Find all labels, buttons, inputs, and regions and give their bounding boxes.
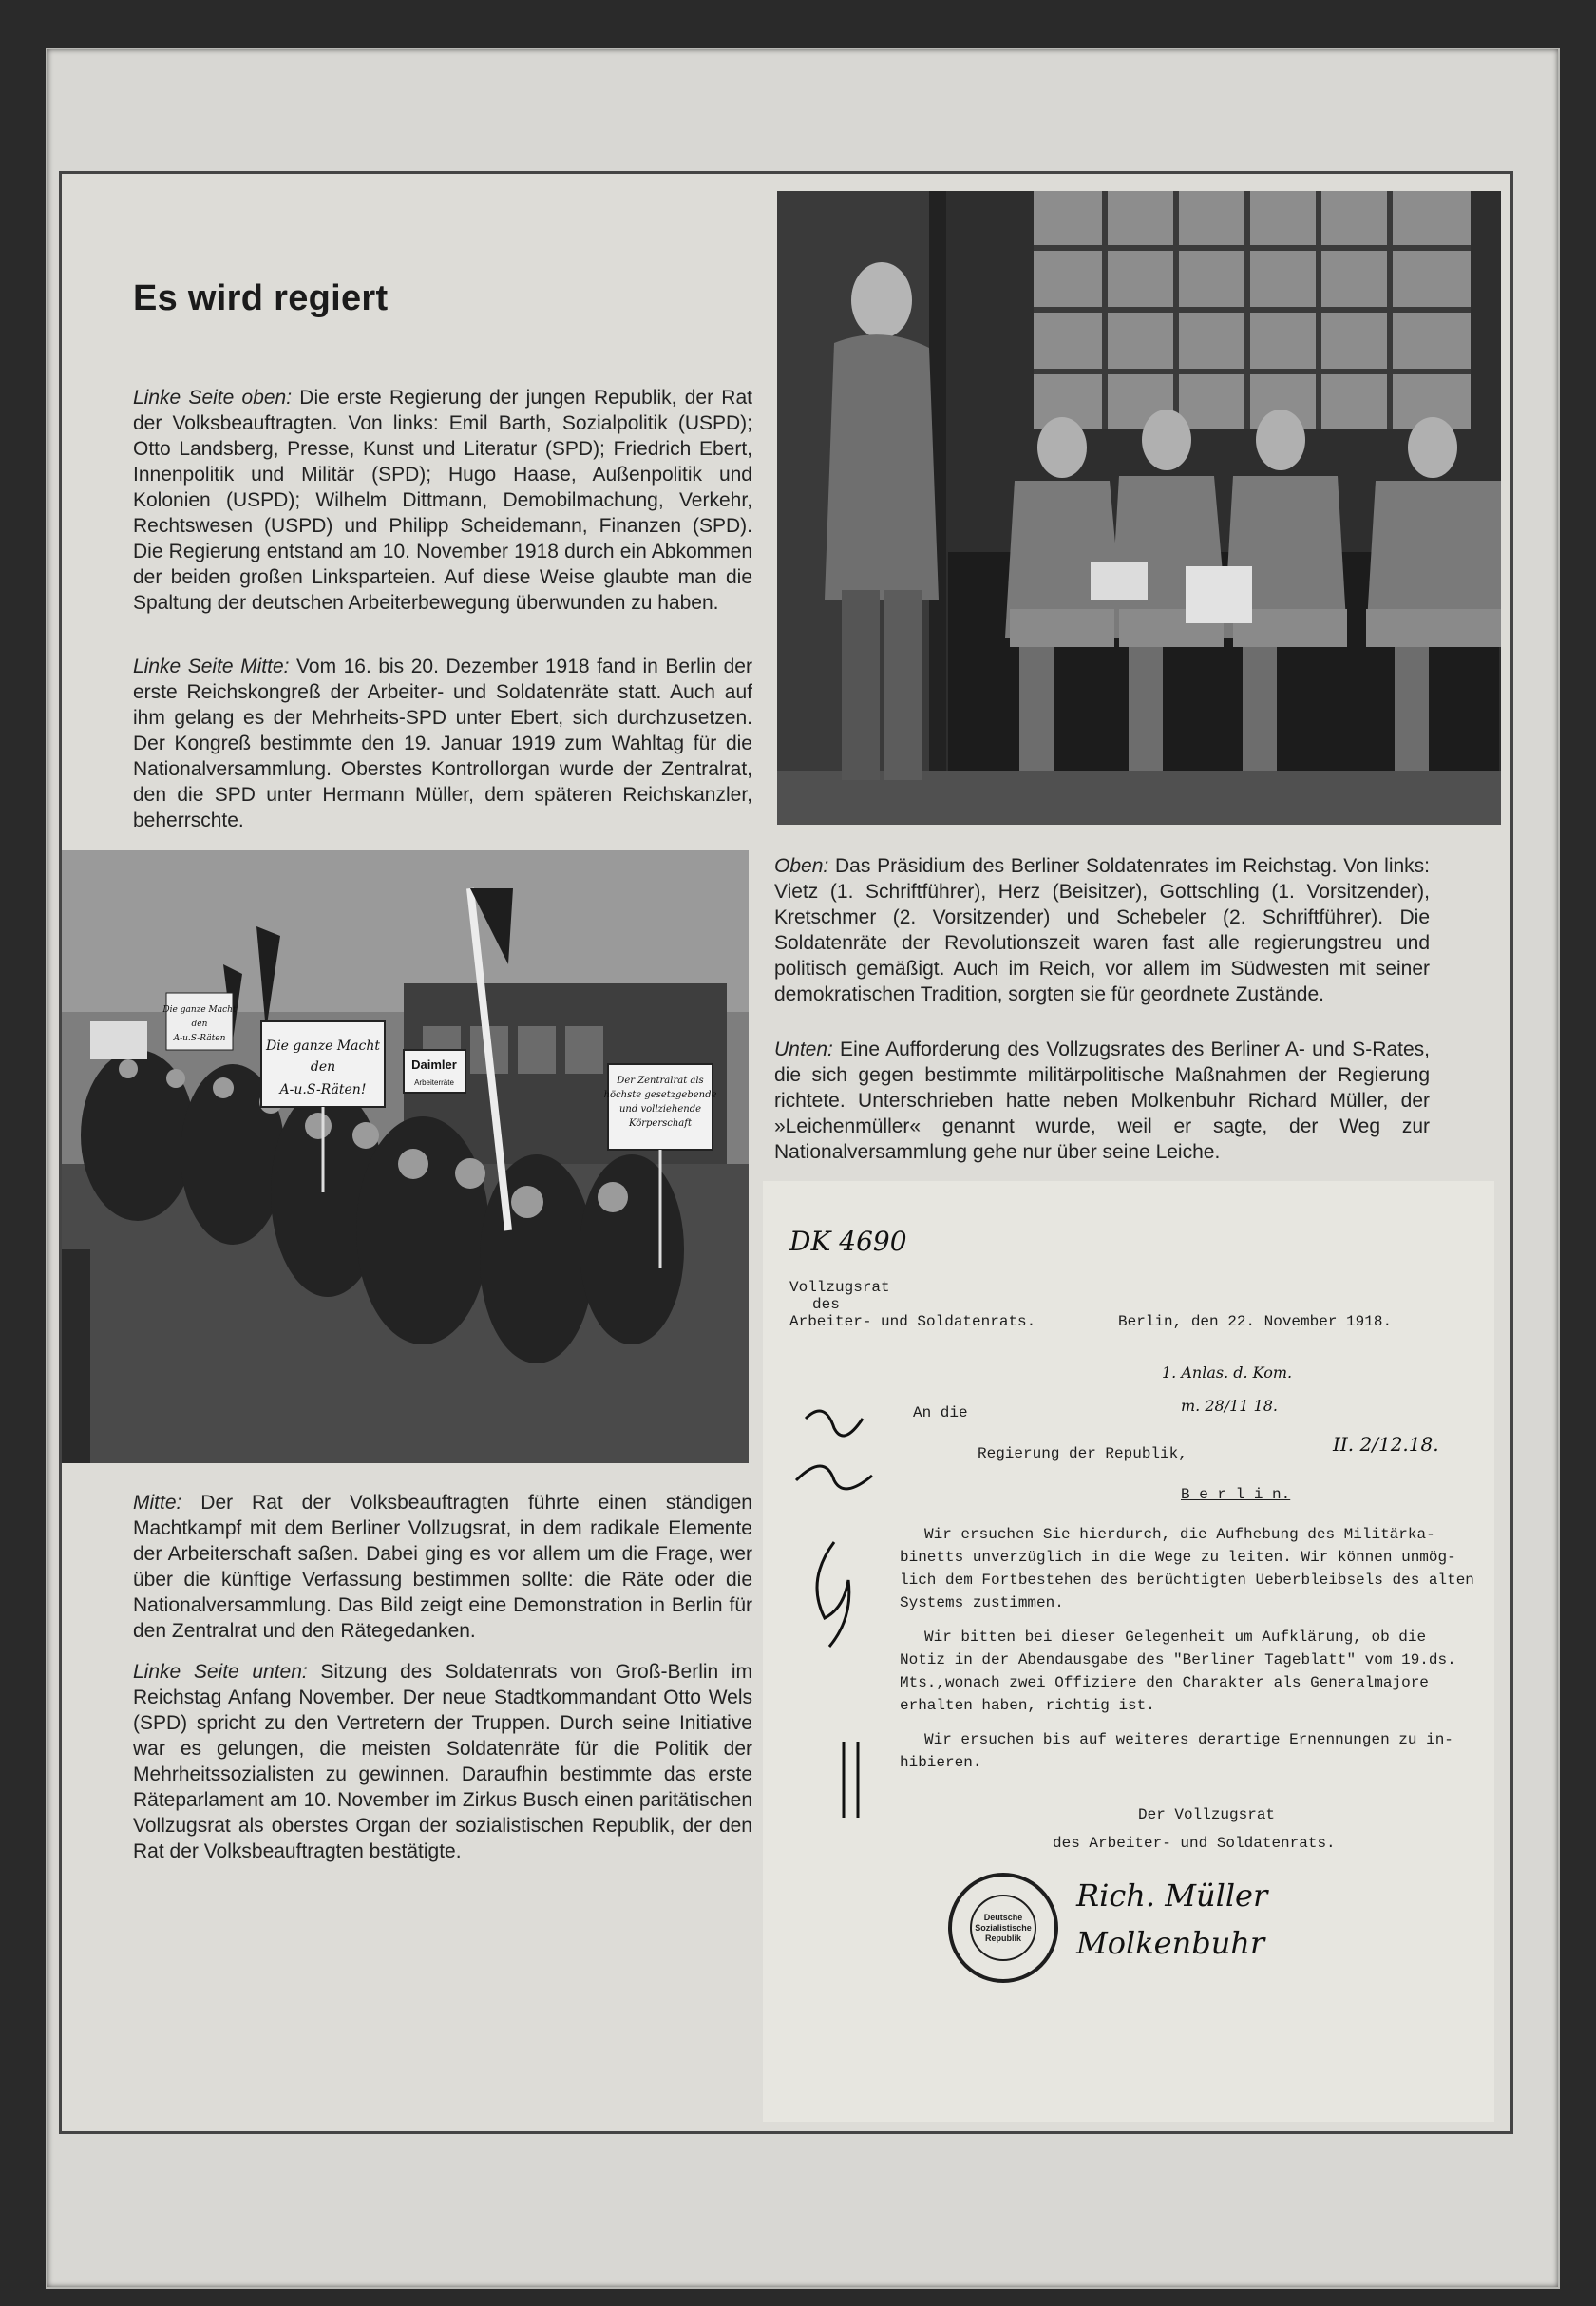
svg-text:den: den <box>191 1020 208 1029</box>
caption-lead: Linke Seite oben: <box>133 387 293 409</box>
caption-lead: Linke Seite unten: <box>133 1661 308 1683</box>
document-body-line: binetts unverzüglich in die Wege zu leiten. Wir können unmög- <box>900 1549 1456 1566</box>
photo-soldatenrat-image <box>777 191 1501 825</box>
caption-lead: Mitte: <box>133 1492 182 1514</box>
svg-text:A-u.S-Räten!: A-u.S-Räten! <box>279 1082 367 1097</box>
caption-unten <box>774 1037 1430 1165</box>
svg-text:den: den <box>310 1059 336 1075</box>
handwritten-note-1: 1. Anlas. d. Kom. <box>1162 1363 1293 1382</box>
svg-text:Die ganze Macht: Die ganze Macht <box>162 1005 237 1015</box>
document-body-line: Systems zustimmen. <box>900 1594 1064 1611</box>
document-address2: Regierung der Republik, <box>978 1445 1188 1462</box>
handwritten-margin-marks <box>777 1390 891 1846</box>
signature-1: Rich. Müller <box>1076 1877 1268 1914</box>
svg-text:Körperschaft: Körperschaft <box>629 1118 692 1129</box>
caption-lead: Linke Seite Mitte: <box>133 656 290 677</box>
document-closing2: des Arbeiter- und Soldatenrats. <box>1053 1835 1336 1852</box>
caption-text: Sitzung des Soldatenrats von Groß-Berlin im Reichstag Anfang November. Der neue Stadtkommandant Otto Wels (SPD) spricht zu den Vertretern der Truppen. Durch seine Initiative war es gelungen, die meisten Soldatenräte für die Politik der Mehrheitssozialisten zu gewinnen. Daraufhin bestimmte das erste Räteparlament am 10. November im Zirkus Busch einen paritätischen Vollzugsrat als oberstes Organ der sozialistischen Republik, der den Rat der Volksbeauftragten bestätigte. <box>133 1661 753 1862</box>
document-body-line: lich dem Fortbestehen des berüchtigten Ueberbleibsels des alten <box>900 1572 1474 1589</box>
svg-text:höchste gesetzgebende: höchste gesetzgebende <box>603 1090 717 1100</box>
document-header-line2: des <box>812 1296 840 1313</box>
photo-demonstration-image <box>62 850 749 1463</box>
caption-linke-seite-mitte <box>133 654 752 833</box>
svg-text:Der Zentralrat als: Der Zentralrat als <box>617 1076 704 1086</box>
page-title: Es wird regiert <box>133 278 389 318</box>
caption-oben <box>774 853 1430 1007</box>
caption-lead: Unten: <box>774 1039 833 1060</box>
caption-text: Eine Aufforderung des Vollzugsrates des Berliner A- und S-Rates, die sich gegen bestimmte militärpolitische Maßnahmen der Regierung richtete. Unterschrieben hatte neben Molkenbuhr Richard Müller, der »Leichenmüller« genannt wurde, weil er sagte, der Weg zur Nationalversammlung gehe nur über seine Leiche. <box>774 1039 1430 1163</box>
document-ref-number: DK 4690 <box>789 1226 907 1257</box>
caption-text: Vom 16. bis 20. Dezember 1918 fand in Berlin der erste Reichskongreß der Arbeiter- und Soldatenräte statt. Auch auf ihm gelang es der Mehrheits-SPD unter Ebert, sich durchzusetzen. Der Kongreß bestimmte den 19. Januar 1919 zum Wahltag für die Nationalversammlung. Oberstes Kontrollorgan wurde der Zentralrat, den die SPD unter Hermann Müller, dem späteren Reichskanzler, beherrschte. <box>133 656 752 831</box>
official-stamp <box>948 1873 1058 1983</box>
document-closing1: Der Vollzugsrat <box>1138 1806 1276 1823</box>
signature-2: Molkenbuhr <box>1076 1925 1265 1961</box>
document-body-line: Wir bitten bei dieser Gelegenheit um Aufklärung, ob die <box>924 1629 1427 1646</box>
document-body-line: Wir ersuchen bis auf weiteres derartige Ernennungen zu in- <box>924 1731 1454 1748</box>
caption-lead: Oben: <box>774 855 829 877</box>
caption-text: Das Präsidium des Berliner Soldatenrates im Reichstag. Von links: Vietz (1. Schriftführer), Herz (Beisitzer), Gottschling (1. Vorsitzender), Kretschmer (2. Vorsitzender) und Schebeler (2. Schriftführer). Die Soldatenräte der Revolutionszeit waren fast alle regierungstreu und politisch gemäßigt. Auch im Reich, vor allem im Südwesten mit seiner demokratischen Tradition, sorgten sie für geordnete Zustände. <box>774 855 1430 1005</box>
document-body-line: erhalten haben, richtig ist. <box>900 1697 1155 1714</box>
handwritten-note-3: II. 2/12.18. <box>1333 1433 1439 1456</box>
stamp-center: Deutsche Sozialistische Republik <box>970 1895 1036 1961</box>
document-header-line3: Arbeiter- und Soldatenrats. <box>789 1313 1036 1330</box>
photo-soldatenrat-praesidium <box>777 191 1501 825</box>
svg-text:Die ganze Macht: Die ganze Macht <box>265 1039 381 1054</box>
svg-text:Arbeiterräte: Arbeiterräte <box>414 1078 454 1087</box>
photo-demonstration-berlin <box>62 850 749 1463</box>
document-vollzugsrat-letter <box>763 1181 1494 2122</box>
document-address3: B e r l i n. <box>1181 1486 1291 1503</box>
caption-text: Die erste Regierung der jungen Republik, der Rat der Volksbeauftragten. Von links: Emil Barth, Sozialpolitik (USPD); Otto Landsberg, Presse, Kunst und Literatur (SPD); Friedrich Ebert, Innenpolitik und Militär (SPD); Hugo Haase, Außenpolitik und Kolonien (USPD); Wilhelm Dittmann, Demobilmachung, Verkehr, Rechtswesen (USPD) und Philipp Scheidemann, Finanzen (SPD). Die Regierung entstand am 10. November 1918 durch ein Abkommen der beiden großen Linksparteien. Auf diese Weise glaubte man die Spaltung der deutschen Arbeiterbewegung überwunden zu haben. <box>133 387 752 614</box>
handwritten-note-2: m. 28/11 18. <box>1181 1397 1278 1415</box>
document-address1: An die <box>913 1404 968 1421</box>
album-page <box>59 171 1513 2134</box>
document-body-line: hibieren. <box>900 1754 982 1771</box>
caption-text: Der Rat der Volksbeauftragten führte einen ständigen Machtkampf mit dem Berliner Vollzugsrat, in dem radikale Elemente der Arbeiterschaft saßen. Dabei ging es vor allem um die Frage, wer über die künftige Verfassung bestimmen sollte: die Räte oder die Nationalversammlung. Das Bild zeigt eine Demonstration in Berlin für den Zentralrat und den Rätegedanken. <box>133 1492 752 1642</box>
document-header-line1: Vollzugsrat <box>789 1279 890 1296</box>
document-date-line: Berlin, den 22. November 1918. <box>1118 1313 1393 1330</box>
document-body-line: Mts.,wonach zwei Offiziere den Charakter als Generalmajore <box>900 1674 1429 1691</box>
document-body-line: Notiz in der Abendausgabe des "Berliner Tageblatt" vom 19.ds. <box>900 1651 1456 1668</box>
document-body-line: Wir ersuchen Sie hierdurch, die Aufhebung des Militärka- <box>924 1526 1435 1543</box>
caption-linke-seite-unten <box>133 1659 752 1864</box>
caption-mitte <box>133 1490 752 1644</box>
caption-linke-seite-oben <box>133 385 752 616</box>
svg-text:A-u.S-Räten: A-u.S-Räten <box>173 1034 226 1043</box>
svg-text:und vollziehende: und vollziehende <box>618 1104 702 1115</box>
svg-text:Daimler: Daimler <box>411 1058 457 1072</box>
